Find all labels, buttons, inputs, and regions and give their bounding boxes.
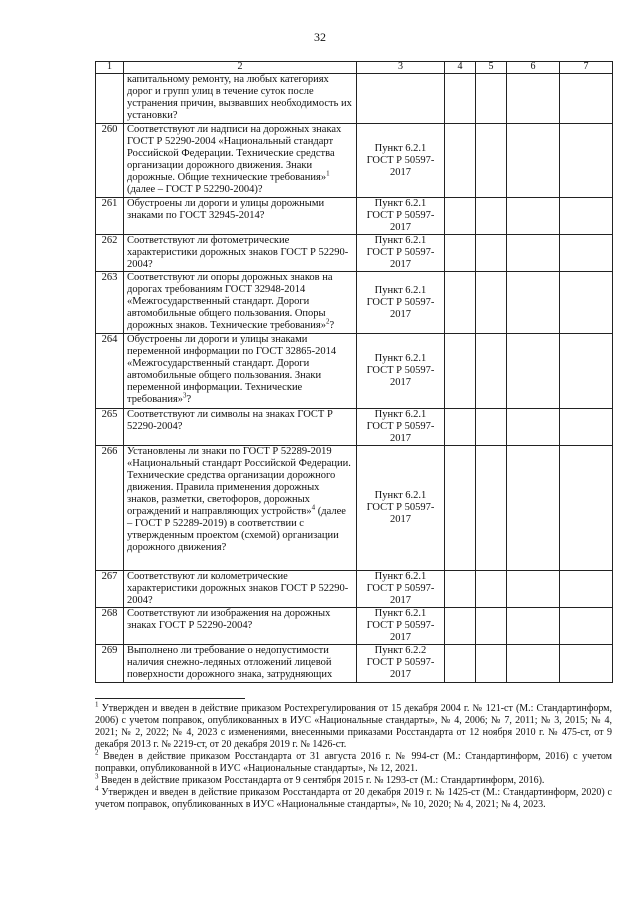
- answer-cell: [476, 124, 507, 198]
- reference-cell: Пункт 6.2.1 ГОСТ Р 50597-2017: [357, 409, 445, 446]
- answer-cell: [476, 446, 507, 571]
- table-header-row: [96, 62, 613, 74]
- answer-cell: [445, 608, 476, 645]
- answer-cell: [476, 608, 507, 645]
- table-row: [96, 571, 613, 608]
- footnote-mark: 4: [95, 784, 99, 793]
- answer-cell: [476, 645, 507, 683]
- question-text: Обустроены ли дороги и улицы дорожными знаками по ГОСТ 32945-2014?: [127, 198, 325, 221]
- row-number-cell: 267: [96, 571, 124, 608]
- reference-cell: Пункт 6.2.1 ГОСТ Р 50597-2017: [357, 571, 445, 608]
- row-number-cell: 260: [96, 124, 124, 198]
- answer-cell: [560, 571, 613, 608]
- table-row-continuation: [96, 74, 613, 124]
- row-number-cell: 262: [96, 235, 124, 272]
- answer-cell: [476, 198, 507, 235]
- row-number-cell: 263: [96, 272, 124, 334]
- column-header: 4: [445, 62, 476, 74]
- footnote: [95, 748, 612, 775]
- reference-cell: Пункт 6.2.1 ГОСТ Р 50597-2017: [357, 608, 445, 645]
- answer-cell: [507, 198, 560, 235]
- question-text: Установлены ли знаки по ГОСТ Р 52289-2019 «Национальный стандарт Российской Федерации. Технические средства организации дорожного движения. Правила применения дорожных знаков, разметки, светофоров, дорожных ограждений и направляющих устройств»: [127, 446, 351, 517]
- answer-cell: [560, 235, 613, 272]
- footnote-text: Введен в действие приказом Росстандарта от 31 августа 2016 г. № 994-ст (М.: Стандартинформ, 2016) с учетом поправки, опубликованной в ИУС «Национальные стандарты», № 12, 2021.: [95, 751, 612, 774]
- reference-cell: Пункт 6.2.2 ГОСТ Р 50597-2017: [357, 645, 445, 683]
- question-tail: (далее – ГОСТ Р 52289-2019) в соответствии с утвержденным проектом (схемой) организации дорожного движения?: [127, 506, 346, 553]
- question-cell: [124, 124, 357, 198]
- question-cell: [124, 235, 357, 272]
- answer-cell: [507, 645, 560, 683]
- footnote-text: Введен в действие приказом Росстандарта от 9 сентября 2015 г. № 1293-ст (М.: Стандартинформ, 2016).: [101, 775, 545, 786]
- footnote: [95, 700, 613, 751]
- footnote-mark: 1: [95, 700, 99, 709]
- footnote: [95, 784, 612, 811]
- answer-cell: [445, 235, 476, 272]
- table-row: [96, 124, 613, 198]
- column-header: 6: [507, 62, 560, 74]
- question-tail: ?: [186, 394, 192, 405]
- question-text: Соответствуют ли колометрические характеристики дорожных знаков ГОСТ Р 52290-2004?: [127, 571, 349, 606]
- answer-cell: [445, 334, 476, 409]
- question-cell: [124, 334, 357, 409]
- row-number-cell: 261: [96, 198, 124, 235]
- question-cell: [124, 571, 357, 608]
- answer-cell: [507, 272, 560, 334]
- reference-cell: Пункт 6.2.1 ГОСТ Р 50597-2017: [357, 235, 445, 272]
- page-number: 32: [314, 30, 326, 44]
- answer-cell: [445, 272, 476, 334]
- answer-cell: [445, 645, 476, 683]
- question-tail: (далее – ГОСТ Р 52290-2004)?: [127, 184, 263, 195]
- reference-cell: Пункт 6.2.1 ГОСТ Р 50597-2017: [357, 446, 445, 571]
- question-cell: [124, 608, 357, 645]
- footnote: [95, 772, 612, 787]
- row-number-cell: 266: [96, 446, 124, 571]
- footnote-mark: 2: [95, 748, 99, 757]
- footnote-text: Утвержден и введен в действие приказом Росстандарта от 20 декабря 2019 г. № 1425-ст (М.: Стандартинформ, 2020) с учетом поправок, опубликованных в ИУС «Национальные стандарты», № 10, 2020; № 4, 2021; № 4, 2023.: [95, 787, 612, 810]
- answer-cell: [445, 409, 476, 446]
- answer-cell: [560, 334, 613, 409]
- question-tail: ?: [329, 320, 335, 331]
- table-row: [96, 198, 613, 235]
- column-header: 5: [476, 62, 507, 74]
- column-header: 2: [124, 62, 357, 74]
- answer-cell: [507, 124, 560, 198]
- footnote-mark: 1: [326, 169, 330, 178]
- reference-cell: [357, 74, 445, 124]
- row-number-cell: 268: [96, 608, 124, 645]
- answer-cell: [507, 74, 560, 124]
- footnote-separator: [95, 698, 245, 699]
- answer-cell: [476, 571, 507, 608]
- answer-cell: [445, 74, 476, 124]
- answer-cell: [476, 334, 507, 409]
- table-row: [96, 608, 613, 645]
- column-header: 1: [96, 62, 124, 74]
- question-text: Соответствуют ли изображения на дорожных знаках ГОСТ Р 52290-2004?: [127, 608, 331, 631]
- footnote-mark: 3: [95, 772, 99, 781]
- row-number-cell: 269: [96, 645, 124, 683]
- answer-cell: [507, 235, 560, 272]
- footnotes: [95, 700, 613, 811]
- answer-cell: [445, 124, 476, 198]
- table-row: [96, 645, 613, 683]
- answer-cell: [507, 409, 560, 446]
- answer-cell: [560, 645, 613, 683]
- row-number-cell: [96, 74, 124, 124]
- answer-cell: [445, 571, 476, 608]
- footnote-mark: 2: [326, 317, 330, 326]
- reference-cell: Пункт 6.2.1 ГОСТ Р 50597-2017: [357, 198, 445, 235]
- row-number-cell: 264: [96, 334, 124, 409]
- question-text: Соответствуют ли фотометрические характеристики дорожных знаков ГОСТ Р 52290-2004?: [127, 235, 349, 270]
- answer-cell: [476, 235, 507, 272]
- question-cell: капитальному ремонту, на любых категориях дорог и групп улиц в течение суток после устранения причин, вызвавших необходимость их установки?: [124, 74, 357, 124]
- answer-cell: [476, 272, 507, 334]
- question-text: Выполнено ли требование о недопустимости наличия снежно-ледяных отложений лицевой поверхности дорожного знака, затрудняющих: [127, 645, 333, 680]
- reference-cell: Пункт 6.2.1 ГОСТ Р 50597-2017: [357, 124, 445, 198]
- table-row: [96, 235, 613, 272]
- reference-cell: Пункт 6.2.1 ГОСТ Р 50597-2017: [357, 334, 445, 409]
- checklist-table: [95, 61, 613, 683]
- answer-cell: [560, 446, 613, 571]
- answer-cell: [476, 409, 507, 446]
- answer-cell: [476, 74, 507, 124]
- reference-cell: Пункт 6.2.1 ГОСТ Р 50597-2017: [357, 272, 445, 334]
- table-row: [96, 334, 613, 409]
- answer-cell: [560, 409, 613, 446]
- question-cell: [124, 645, 357, 683]
- column-header: 7: [560, 62, 613, 74]
- answer-cell: [560, 124, 613, 198]
- question-cell: [124, 446, 357, 571]
- footnote-mark: 3: [183, 391, 187, 400]
- row-number-cell: 265: [96, 409, 124, 446]
- question-cell: [124, 272, 357, 334]
- answer-cell: [507, 446, 560, 571]
- answer-cell: [560, 74, 613, 124]
- answer-cell: [507, 608, 560, 645]
- table-row: [96, 272, 613, 334]
- answer-cell: [560, 198, 613, 235]
- table-row: [96, 409, 613, 446]
- question-text: Обустроены ли дороги и улицы знаками переменной информации по ГОСТ 32865-2014 «Межгосударственный стандарт. Дороги автомобильные общего пользования. Знаки переменной информации. Технические требования»: [127, 334, 337, 405]
- question-text: Соответствуют ли опоры дорожных знаков на дорогах требованиям ГОСТ 32948-2014 «Межгосударственный стандарт. Дороги автомобильные общего пользования. Опоры дорожных знаков. Технические требования»: [127, 272, 333, 331]
- question-text: Соответствуют ли надписи на дорожных знаках ГОСТ Р 52290-2004 «Национальный стандарт Российской Федерации. Технические средства организации дорожного движения. Знаки дорожные. Общие технические требования»: [127, 124, 342, 183]
- answer-cell: [560, 272, 613, 334]
- answer-cell: [507, 334, 560, 409]
- footnote-mark: 4: [311, 503, 316, 512]
- footnote-text: Утвержден и введен в действие приказом Ростехрегулирования от 15 декабря 2004 г. № 121-ст (М.: Стандартинформ, 2006) с учетом поправок, опубликованных в ИУС «Национальные стандарты», № 4, 2006; № 7, 2011; № 3, 2015; № 4, 2021; № 2, 2022; № 4, 2023 с изменениями, внесенными приказами Росстандарта от 12 ноября 2010 г. № 475-ст, от 9 декабря 2013 г. № 2219-ст, от 20 декабря 2019 г. № 1426-ст.: [95, 703, 613, 750]
- answer-cell: [445, 446, 476, 571]
- question-cell: [124, 198, 357, 235]
- column-header: 3: [357, 62, 445, 74]
- answer-cell: [560, 608, 613, 645]
- answer-cell: [445, 198, 476, 235]
- question-text: Соответствуют ли символы на знаках ГОСТ Р 52290-2004?: [127, 409, 333, 432]
- question-cell: [124, 409, 357, 446]
- table-row: [96, 446, 613, 571]
- answer-cell: [507, 571, 560, 608]
